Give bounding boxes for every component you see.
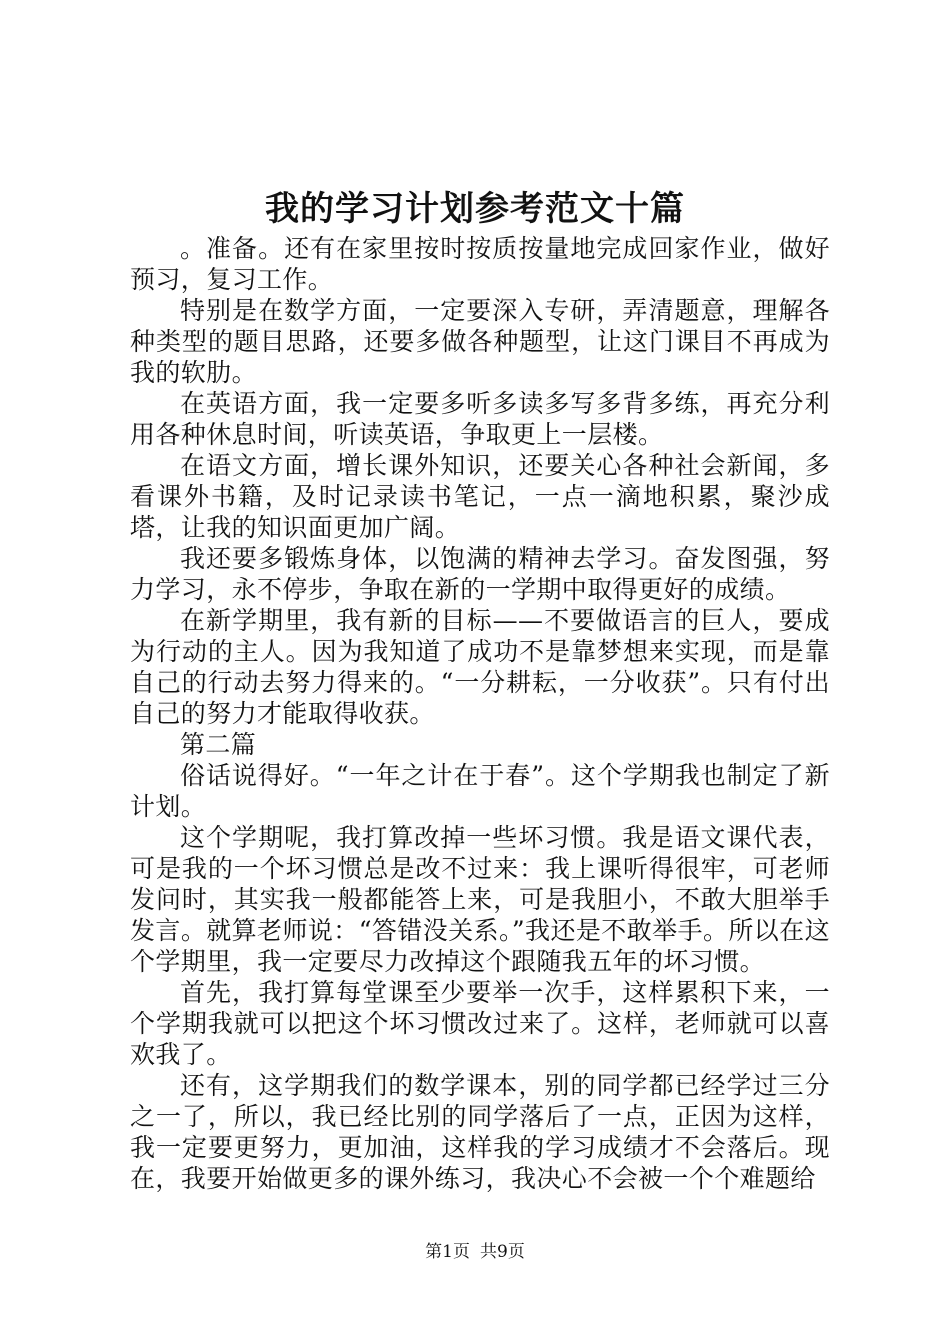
paragraph: 特别是在数学方面，一定要深入专研，弄清题意，理解各种类型的题目思路，还要多做各种题型，让这门课目不再成为我的软肋。 [130,296,830,387]
paragraph: 我还要多锻炼身体，以饱满的精神去学习。奋发图强，努力学习，永不停步，争取在新的一学期中取得更好的成绩。 [130,544,830,604]
paragraph: 在新学期里，我有新的目标——不要做语言的巨人，要成为行动的主人。因为我知道了成功不是靠梦想来实现，而是靠自己的行动去努力得来的。“一分耕耘，一分收获”。只有付出自己的努力才能取得收获。 [130,606,830,728]
paragraph: 这个学期呢，我打算改掉一些坏习惯。我是语文课代表，可是我的一个坏习惯总是改不过来：我上课听得很牢，可老师发问时，其实我一般都能答上来，可是我胆小，不敢大胆举手发言。就算老师说：“答错没关系。”我还是不敢举手。所以在这个学期里，我一定要尽力改掉这个跟随我五年的坏习惯。 [130,823,830,976]
paragraph: 在语文方面，增长课外知识，还要关心各种社会新闻，多看课外书籍，及时记录读书笔记，一点一滴地积累，聚沙成塔，让我的知识面更加广阔。 [130,451,830,542]
paragraph: 首先，我打算每堂课至少要举一次手，这样累积下来，一个学期我就可以把这个坏习惯改过来了。这样，老师就可以喜欢我了。 [130,978,830,1069]
document-body [130,233,830,1194]
page-footer [0,1240,950,1264]
page-number: 第1页 [425,1242,470,1262]
paragraph: 还有，这学期我们的数学课本，别的同学都已经学过三分之一了，所以，我已经比别的同学落后了一点，正因为这样，我一定要更努力，更加油，这样我的学习成绩才不会落后。现在，我要开始做更多的课外练习，我决心不会被一个个难题给 [130,1071,830,1193]
document-title: 我的学习计划参考范文十篇 [265,189,685,229]
paragraph: 在英语方面，我一定要多听多读多写多背多练，再充分利用各种休息时间，听读英语，争取更上一层楼。 [130,389,830,449]
section-heading: 第二篇 [180,730,257,759]
paragraph: 俗话说得好。“一年之计在于春”。这个学期我也制定了新计划。 [130,761,830,821]
page-total: 共9页 [480,1242,525,1262]
paragraph: 。准备。还有在家里按时按质按量地完成回家作业，做好预习，复习工作。 [130,234,830,294]
